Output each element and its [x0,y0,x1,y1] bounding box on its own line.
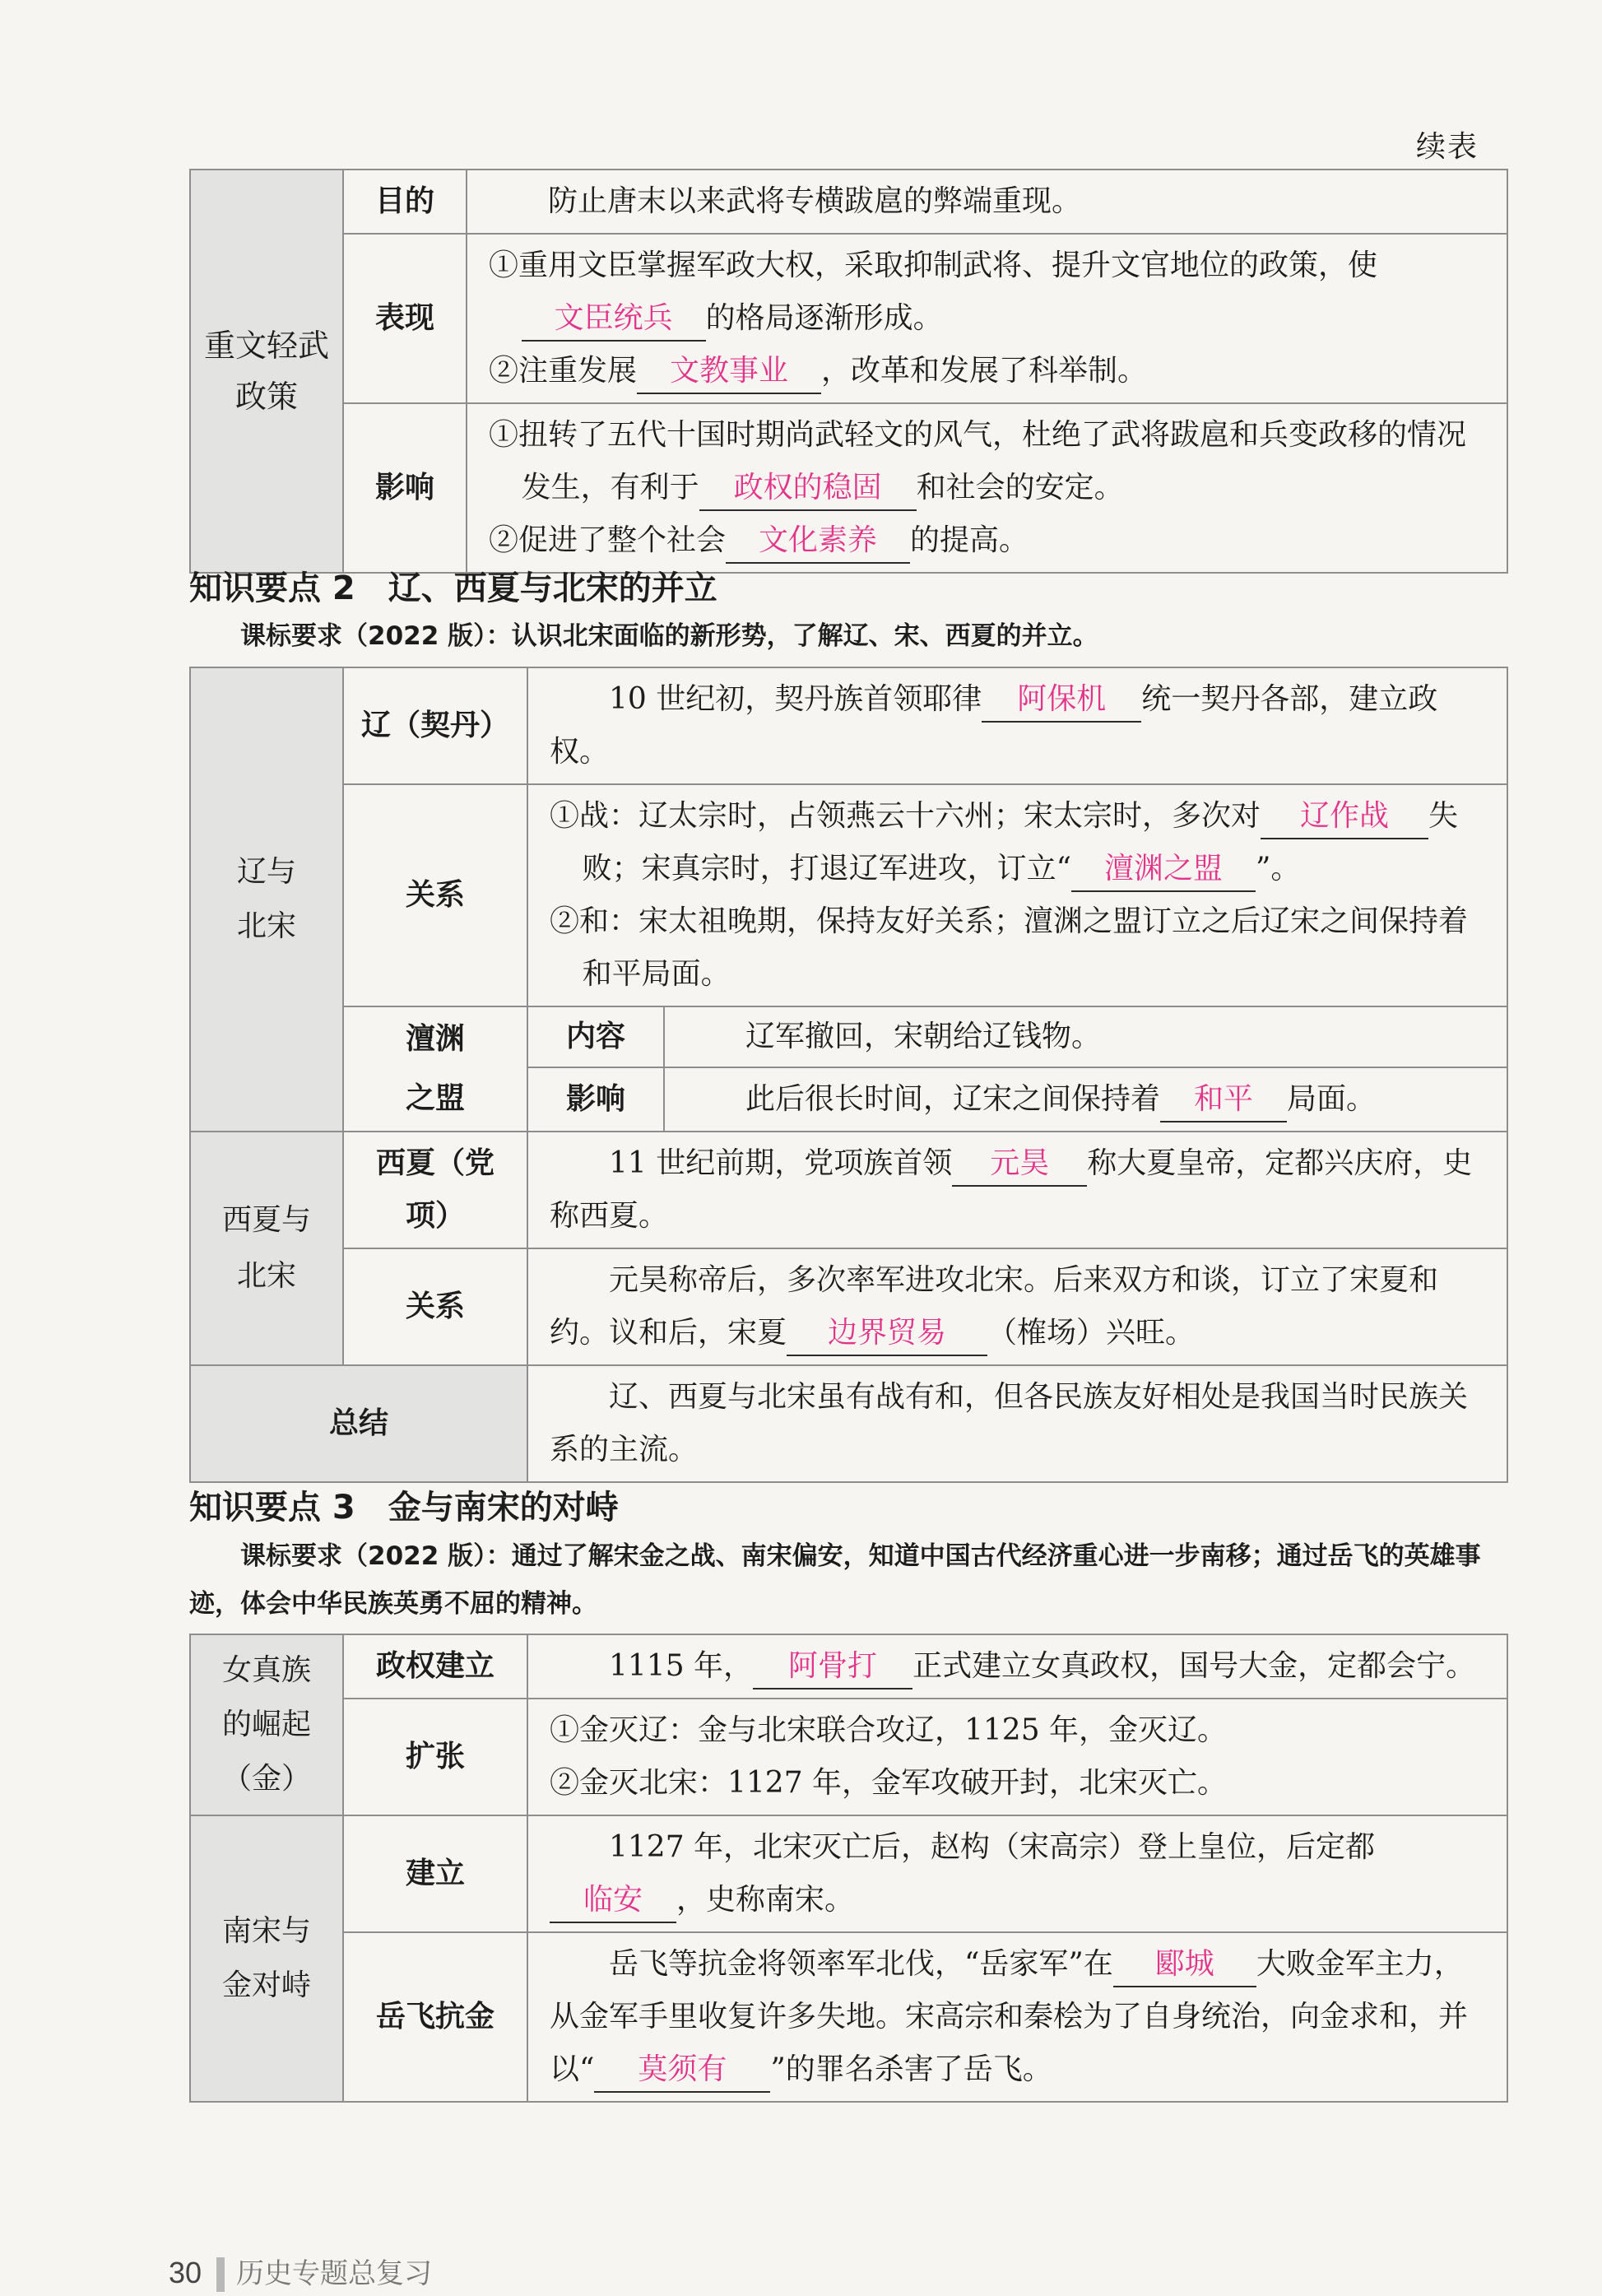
sub-label: 内容 [527,1006,664,1067]
table-row [190,1006,1507,1067]
row-text: 11 世纪前期，党项族首领 元昊 称大夏皇帝，定都兴庆府，史称西夏。 [527,1132,1507,1248]
summary-label: 总结 [190,1365,527,1482]
row-text: 元昊称帝后，多次率军进攻北宋。后来双方和谈，订立了宋夏和约。议和后，宋夏 边界贸易 （榷场）兴旺。 [527,1248,1507,1365]
answer-blank: 文臣统兵 [522,297,706,342]
group-xixia-song: 西夏与北宋 [190,1132,343,1365]
row-text: ①扭转了五代十国时期尚武轻文的风气，杜绝了武将跋扈和兵变政移的情况发生，有利于 政权的稳固 和社会的安定。 ②促进了整个社会 文化素养 的提高。 [467,403,1507,573]
group-jurchen: 女真族的崛起（金） [190,1634,343,1815]
table-row [190,1932,1507,2102]
row-label: 澶渊之盟 [343,1006,527,1132]
summary-text: 辽、西夏与北宋虽有战有和，但各民族友好相处是我国当时民族关系的主流。 [527,1365,1507,1482]
row-label: 表现 [343,234,467,403]
row-label: 政权建立 [343,1634,527,1699]
table-row [190,784,1507,1006]
page-footer [169,2251,432,2292]
row-label: 岳飞抗金 [343,1932,527,2102]
answer-blank: 元昊 [952,1142,1087,1187]
answer-blank: 临安 [550,1879,676,1923]
section-title: 知识要点 2 辽、西夏与北宋的并立 [189,569,717,607]
table-row [190,667,1507,784]
answer-blank: 和平 [1160,1078,1287,1122]
policy-table [189,169,1508,574]
table-row [190,1365,1507,1482]
row-text: ①战：辽太宗时，占领燕云十六州；宋太宗时，多次对 辽作战 失败；宋真宗时，打退辽军进攻，订立“ 澶渊之盟 ”。 ②和：宋太祖晚期，保持友好关系；澶渊之盟订立之后辽宋之间保持着和平局面。 [527,784,1507,1006]
sub-label: 影响 [527,1067,664,1132]
answer-blank: 政权的稳固 [699,467,917,511]
row-label: 辽（契丹） [343,667,527,784]
table-row [190,170,1507,234]
curriculum-requirement: 课标要求（2022 版）：认识北宋面临的新形势，了解辽、宋、西夏的并立。 [240,621,1098,651]
continued-label: 续表 [1415,130,1479,164]
table-row [190,1699,1507,1815]
row-text: ①重用文臣掌握军政大权，采取抑制武将、提升文官地位的政策，使文臣统兵 的格局逐渐形成。 ②注重发展 文教事业 ，改革和发展了科举制。 [467,234,1507,403]
table-row [190,234,1507,403]
table-row [190,1815,1507,1932]
answer-blank: 郾城 [1113,1943,1256,1987]
row-text: 防止唐末以来武将专横跋扈的弊端重现。 [467,170,1507,234]
table-row [190,403,1507,573]
book-title: 历史专题总复习 [236,2258,433,2289]
table-row [190,1132,1507,1248]
answer-blank: 辽作战 [1261,795,1428,839]
section-title: 知识要点 3 金与南宋的对峙 [189,1489,619,1527]
row-label: 建立 [343,1815,527,1932]
row-label: 关系 [343,1248,527,1365]
row-label: 关系 [343,784,527,1006]
answer-blank: 阿骨打 [753,1645,912,1689]
row-text: 此后很长时间，辽宋之间保持着 和平 局面。 [664,1067,1507,1132]
row-text: 1127 年，北宋灭亡后，赵构（宋高宗）登上皇位，后定都临安 ，史称南宋。 [527,1815,1507,1932]
table-row [190,1248,1507,1365]
answer-blank: 文化素养 [726,519,910,564]
liao-xixia-table [189,667,1508,1483]
page-number: 30 [169,2256,202,2289]
row-label: 目的 [343,170,467,234]
curriculum-requirement: 课标要求（2022 版）：通过了解宋金之战、南宋偏安，知道中国古代经济重心进一步南移；通过岳飞的英雄事迹，体会中华民族英勇不屈的精神。 [189,1541,1481,1619]
policy-name: 重文轻武政策 [190,170,343,573]
row-label: 西夏（党项） [343,1132,527,1248]
group-southern-song: 南宋与金对峙 [190,1815,343,2102]
table-row [190,1634,1507,1699]
row-text: 岳飞等抗金将领率军北伐，“岳家军”在 郾城 大败金军主力，从金军手里收复许多失地。宋高宗和秦桧为了自身统治，向金求和，并以“ 莫须有 ”的罪名杀害了岳飞。 [527,1932,1507,2102]
row-text: ①金灭辽：金与北宋联合攻辽，1125 年，金灭辽。 ②金灭北宋：1127 年，金军攻破开封，北宋灭亡。 [527,1699,1507,1815]
row-label: 影响 [343,403,467,573]
jin-song-table [189,1634,1508,2103]
answer-blank: 文教事业 [637,350,821,394]
answer-blank: 阿保机 [982,678,1141,723]
group-liao-song: 辽与北宋 [190,667,343,1132]
answer-blank: 莫须有 [594,2048,770,2093]
answer-blank: 澶渊之盟 [1071,848,1256,892]
row-text: 辽军撤回，宋朝给辽钱物。 [664,1006,1507,1067]
row-text: 1115 年， 阿骨打 正式建立女真政权，国号大金，定都会宁。 [527,1634,1507,1699]
answer-blank: 边界贸易 [787,1312,987,1356]
footer-divider [216,2257,225,2292]
row-text: 10 世纪初，契丹族首领耶律 阿保机 统一契丹各部，建立政权。 [527,667,1507,784]
row-label: 扩张 [343,1699,527,1815]
